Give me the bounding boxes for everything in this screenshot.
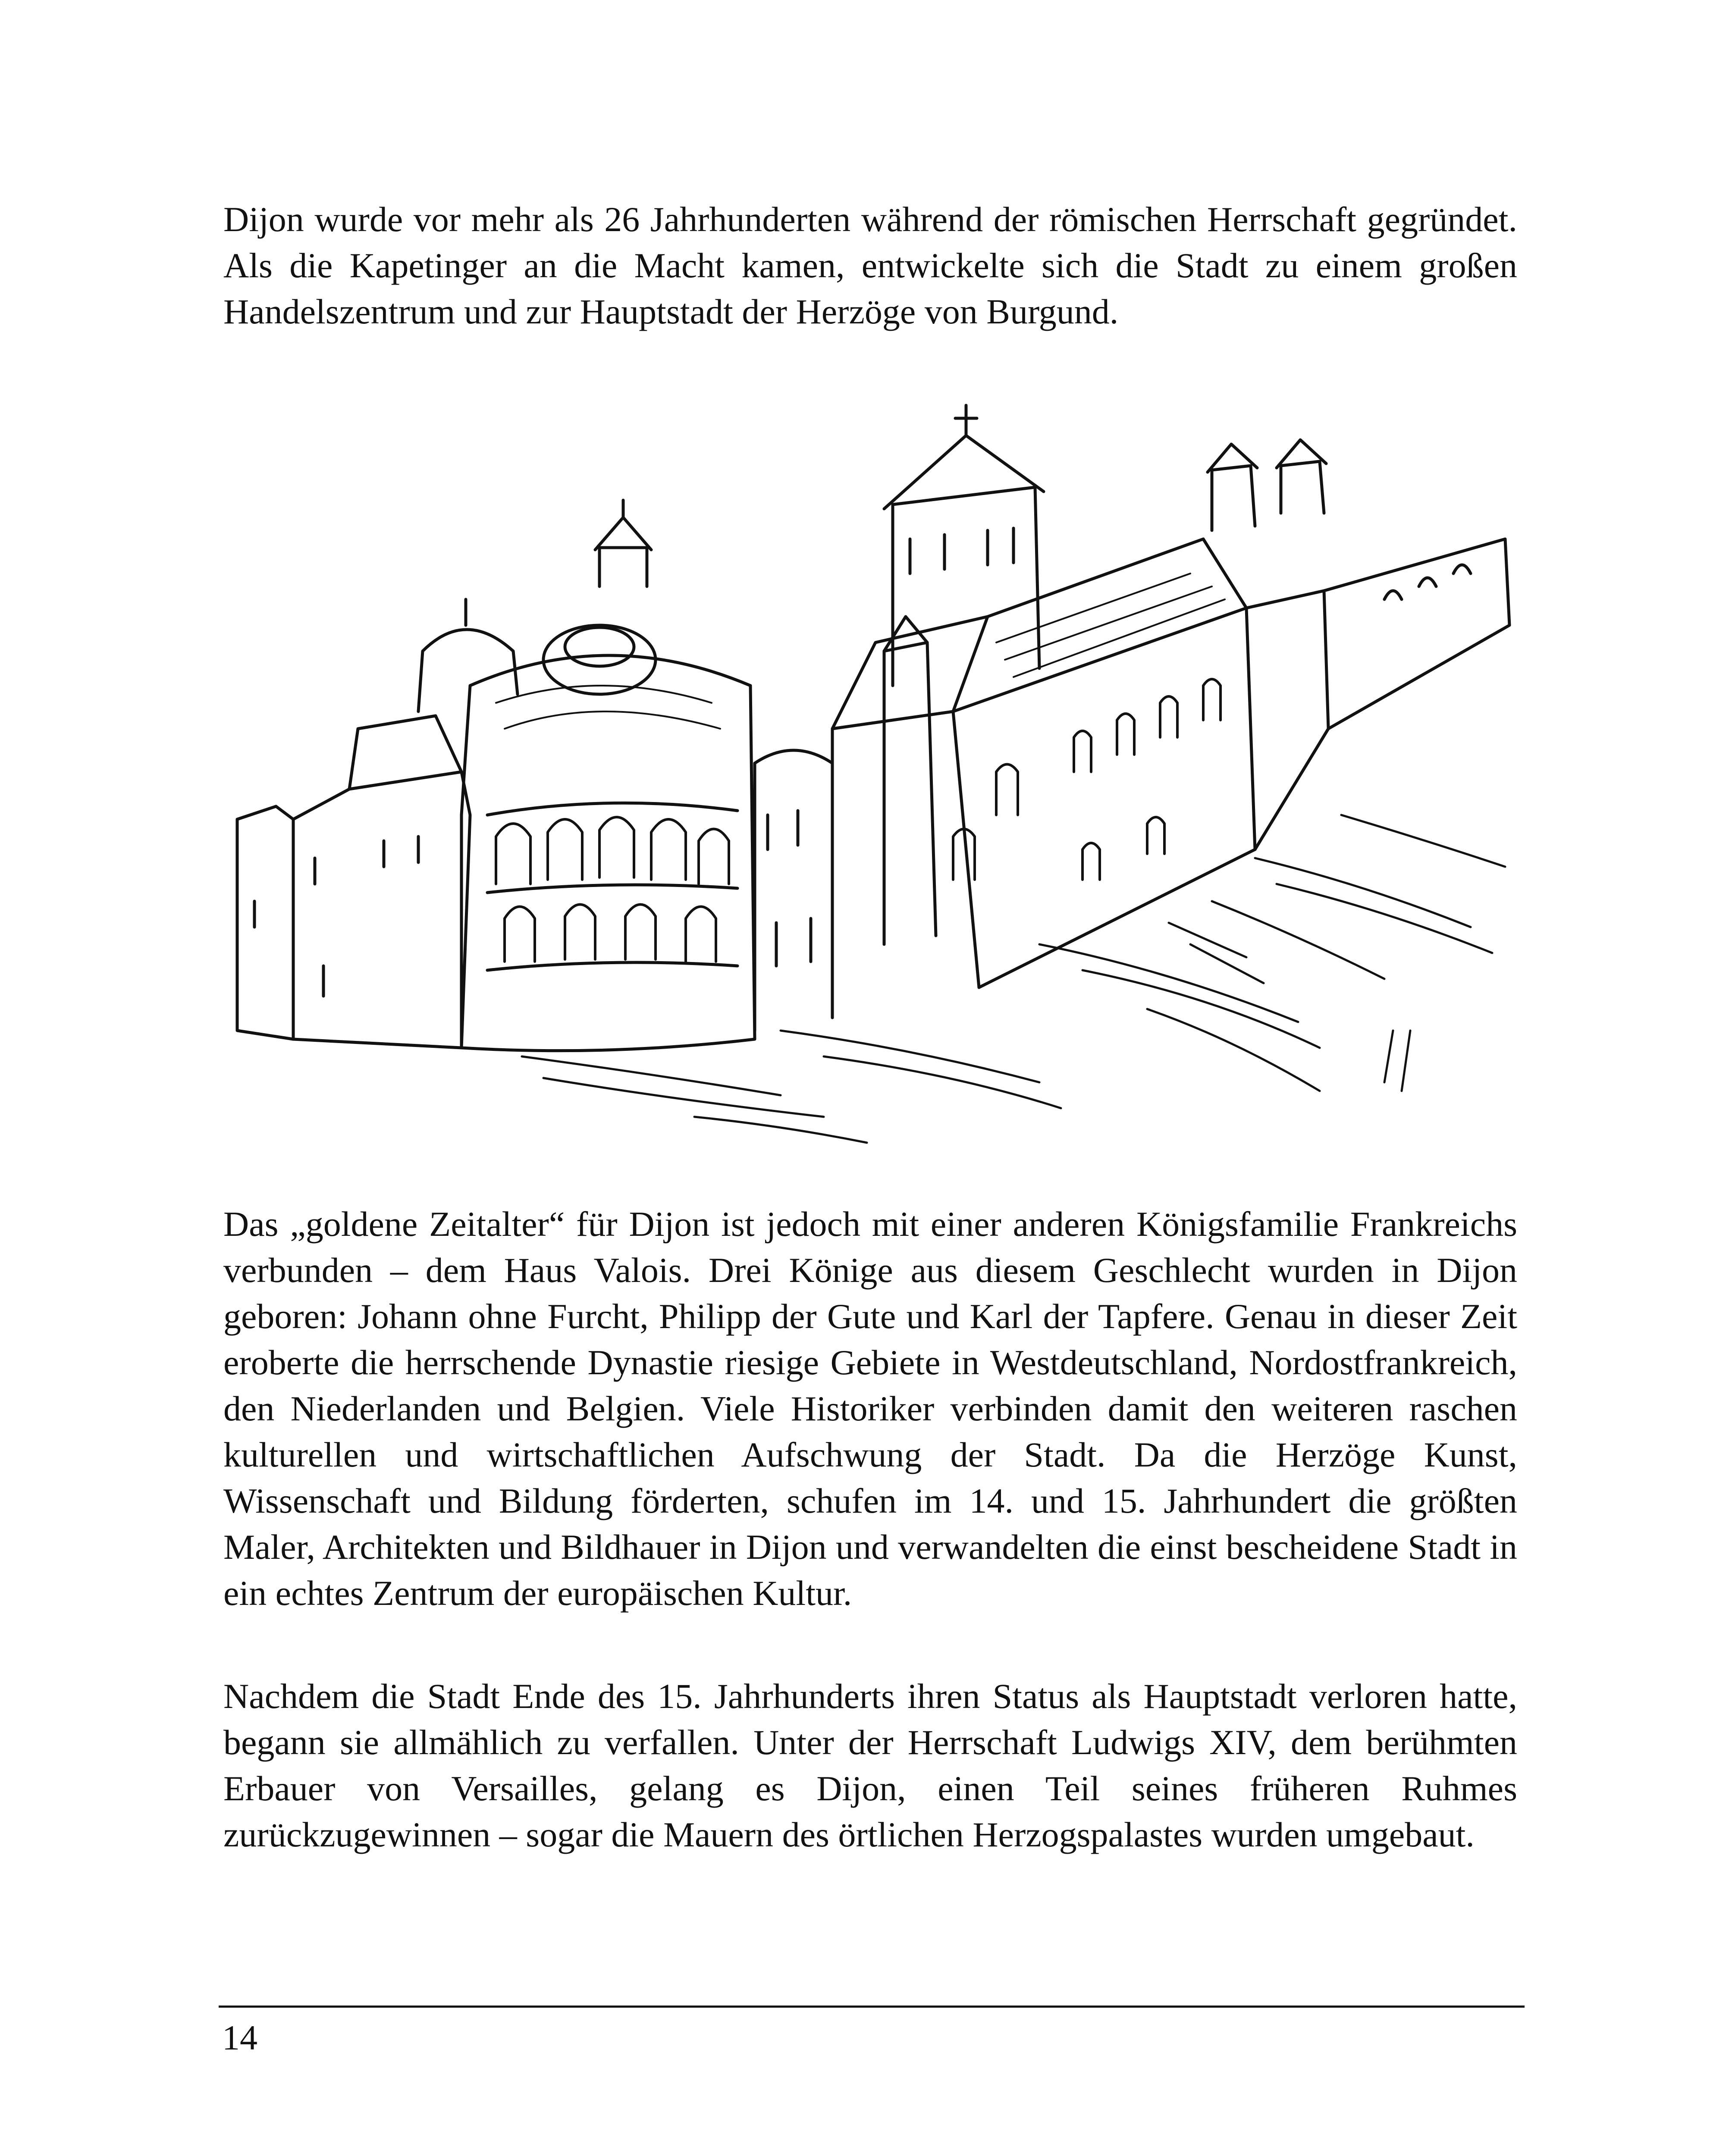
paragraph-golden-age: Das „goldene Zeitalter“ für Dijon ist jedoch mit einer anderen Königsfamilie Frankreichs verbunden – dem Haus Valois. Drei Könige aus diesem Geschlecht wurden in Dijon geboren: Johann ohne Furcht, Philipp der Gute und Karl der Tapfere. Genau in dieser Zeit eroberte die herrschende Dynastie riesige Gebiete in Westdeutschland, Nordostfrankreich, den Niederlanden und Belgien. Viele Historiker verbinden damit den weiteren raschen kulturellen und wirtschaftlichen Aufschwung der Stadt. Da die Herzöge Kunst, Wissenschaft und Bildung förderten, schufen im 14. und 15. Jahrhundert die größten Maler, Architekten und Bildhauer in Dijon und verwandelten die einst bescheidene Stadt in ein echtes Zentrum der europäischen Kultur.	[223, 1204, 1517, 1613]
paragraph-decline: Nachdem die Stadt Ende des 15. Jahrhunderts ihren Status als Hauptstadt verloren hatte, begann sie allmählich zu verfallen. Unter der Herrschaft Ludwigs XIV, dem berühmten Erbauer von Versailles, gelang es Dijon, einen Teil seines früheren Ruhmes zurückzugewinnen – sogar die Mauern des örtlichen Herzogspalastes wurden umgebaut.	[223, 1677, 1517, 1854]
footer-rule	[219, 2006, 1525, 2008]
page-number: 14	[222, 2018, 257, 2057]
paragraph-intro: Dijon wurde vor mehr als 26 Jahrhunderten während der römischen Herrschaft gegründet. Als die Kapetinger an die Macht kamen, entwickelte sich die Stadt zu einem großen Handelszentrum und zur Hauptstadt der Herzöge von Burgund.	[223, 200, 1517, 331]
abbey-ink-drawing	[220, 384, 1522, 1160]
